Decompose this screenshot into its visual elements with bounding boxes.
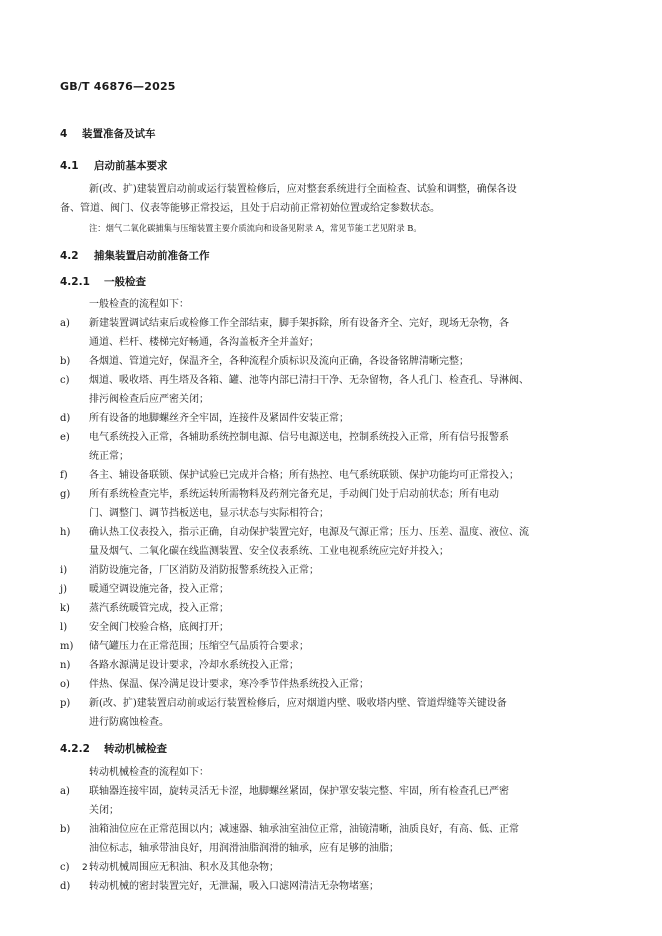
list-marker: o) <box>60 679 70 690</box>
list-text: 所有系统检查完毕，系统运转所需物料及药剂完备充足，手动阀门处于启动前状态；所有电动 <box>89 489 499 500</box>
list-text: 电气系统投入正常，各辅助系统控制电源、信号电源送电，控制系统投入正常，所有信号报警系 <box>89 432 509 443</box>
section-4-heading <box>60 126 156 141</box>
list-text: 进行防腐蚀检查。 <box>89 717 169 728</box>
list-text: 各路水源满足设计要求，冷却水系统投入正常； <box>89 660 299 671</box>
list-marker: k) <box>60 603 70 614</box>
list-marker: b) <box>60 356 71 367</box>
section-4-2-2-heading <box>60 741 167 756</box>
list-marker: i) <box>60 565 68 576</box>
list-text: 油箱油位应在正常范围以内；减速器、轴承油室油位正常，油镜清晰，油质良好，有高、低、正常 <box>89 824 519 835</box>
list-text: 消防设施完备，厂区消防及消防报警系统投入正常； <box>89 565 319 576</box>
list-text: 统正常； <box>89 451 129 462</box>
list-marker: c) <box>60 375 70 386</box>
section-title: 启动前基本要求 <box>94 160 168 172</box>
section-number: 4.1 <box>60 160 79 172</box>
list-marker: d) <box>60 413 71 424</box>
list-text: 安全阀门校验合格，底阀打开； <box>89 622 229 633</box>
section-4-2-heading <box>60 248 210 263</box>
section-number: 4.2.2 <box>60 743 90 755</box>
page-number: 2 <box>82 863 88 873</box>
list-text: 各烟道、管道完好，保温齐全，各种流程介质标识及流向正确，各设备铭牌清晰完整； <box>89 356 469 367</box>
list-marker: e) <box>60 432 70 443</box>
list-text: 转动机械的密封装置完好，无泄漏，吸入口滤网清洁无杂物堵塞； <box>89 881 379 892</box>
list-text: 蒸汽系统暖管完成，投入正常； <box>89 603 229 614</box>
list-marker: b) <box>60 824 71 835</box>
section-number: 4.2.1 <box>60 276 90 288</box>
list-text: 确认热工仪表投入，指示正确，自动保护装置完好，电源及气源正常；压力、压差、温度、液位、流 <box>89 527 529 538</box>
section-number: 4.2 <box>60 250 79 262</box>
list-text: 转动机械周围应无积油、积水及其他杂物； <box>89 862 279 873</box>
list-text: 门、调整门、调节挡板送电，显示状态与实际相符合； <box>89 508 329 519</box>
list-text: 新(改、扩)建装置启动前或运行装置检修后，应对烟道内壁、吸收塔内壁、管道焊缝等关键设备 <box>89 698 507 709</box>
list-marker: j) <box>60 584 68 595</box>
list-marker: l) <box>60 622 68 633</box>
list-text: 联轴器连接牢固，旋转灵活无卡涩，地脚螺丝紧固，保护罩安装完整、牢固，所有检查孔已严密 <box>89 786 509 797</box>
section-4-2-1-heading <box>60 274 146 289</box>
list-marker: m) <box>60 641 74 652</box>
section-number: 4 <box>60 128 68 140</box>
list-marker: h) <box>60 527 71 538</box>
list-text: 油位标志，轴承带油良好，用润滑油脂润滑的轴承，应有足够的油脂； <box>89 843 399 854</box>
list-intro: 转动机械检查的流程如下： <box>89 767 209 778</box>
list-text: 量及烟气、二氧化碳在线监测装置、安全仪表系统、工业电视系统应完好并投入； <box>89 546 449 557</box>
list-text: 排污阀检查后应严密关闭； <box>89 394 209 405</box>
list-text: 暖通空调设施完备，投入正常； <box>89 584 229 595</box>
paragraph-line: 新(改、扩)建装置启动前或运行装置检修后，应对整套系统进行全面检查、试验和调整，确保各设 <box>89 184 517 195</box>
list-text: 储气罐压力在正常范围；压缩空气品质符合要求； <box>89 641 309 652</box>
list-marker: a) <box>60 318 70 329</box>
standard-number: GB/T 46876—2025 <box>60 80 176 93</box>
list-marker: p) <box>60 698 71 709</box>
list-text: 通道、栏杆、楼梯完好畅通，各沟盖板齐全并盖好； <box>89 337 319 348</box>
section-title: 装置准备及试车 <box>82 128 156 140</box>
note: 注：烟气二氧化碳捕集与压缩装置主要介质流向和设备见附录 A，常见节能工艺见附录 B。 <box>89 223 422 233</box>
list-marker: a) <box>60 786 70 797</box>
section-title: 转动机械检查 <box>104 743 167 755</box>
list-text: 新建装置调试结束后或检修工作全部结束，脚手架拆除，所有设备齐全、完好，现场无杂物，各 <box>89 318 509 329</box>
section-title: 捕集装置启动前准备工作 <box>94 250 210 262</box>
list-text: 各主、辅设备联锁、保护试验已完成并合格；所有热控、电气系统联锁、保护功能均可正常投入； <box>89 470 519 481</box>
section-4-1-heading <box>60 158 168 173</box>
list-text: 所有设备的地脚螺丝齐全牢固，连接件及紧固件安装正常； <box>89 413 349 424</box>
list-marker: g) <box>60 489 71 500</box>
section-title: 一般检查 <box>104 276 146 288</box>
list-marker: f) <box>60 470 68 481</box>
list-marker: n) <box>60 660 71 671</box>
list-text: 伴热、保温、保冷满足设计要求，寒冷季节伴热系统投入正常； <box>89 679 369 690</box>
list-intro: 一般检查的流程如下： <box>89 299 189 310</box>
list-text: 烟道、吸收塔、再生塔及各箱、罐、池等内部已清扫干净、无杂留物，各人孔门、检查孔、导淋阀、 <box>89 375 529 386</box>
list-marker: d) <box>60 881 71 892</box>
list-marker: c) <box>60 862 70 873</box>
paragraph-line: 备、管道、阀门、仪表等能够正常投运，且处于启动前正常初始位置或给定参数状态。 <box>60 203 440 214</box>
list-text: 关闭； <box>89 805 119 816</box>
